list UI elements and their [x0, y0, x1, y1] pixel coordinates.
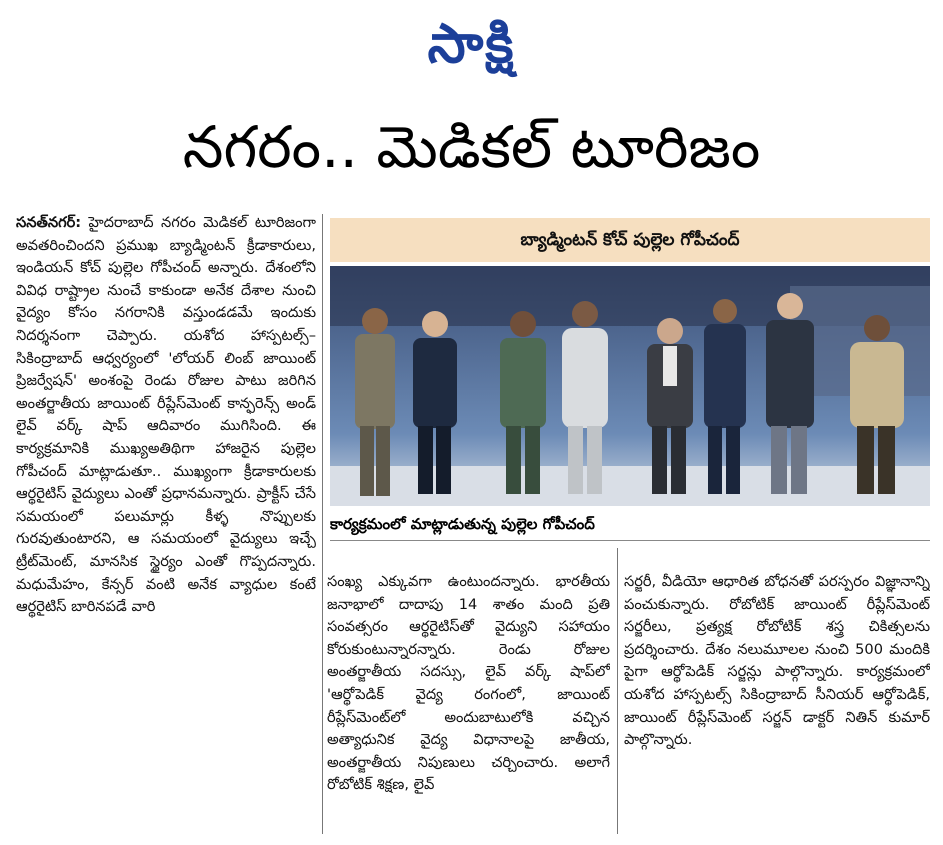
article-text-col1: హైదరాబాద్ నగరం మెడికల్ టూరిజంగా అవతరించిందని ప్రముఖ బ్యాడ్మింటన్ క్రీడాకారులు, ఇండియన్ కోచ్ పుల్లెల గోపీచంద్ అన్నారు. దేశంలోని వివిధ రాష్ట్రాల నుంచే కాకుండా అనేక దేశాల నుంచి వైద్యం కోసం నగరానికి వస్తుండడమే ఇందుకు నిదర్శనంగా చెప్పారు. యశోద హాస్పటల్స్–సికింద్రాబాద్ ఆధ్వర్యంలో 'లోయర్ లింబ్ జాయింట్ ప్రిజర్వేషన్' అంశంపై రెండు రోజుల పాటు జరిగిన అంతర్జాతీయ జాయింట్ రీప్లేస్‌మెంట్ కాన్ఫరెన్స్ అండ్ లైవ్ వర్క్ షాప్ ఆదివారం ముగిసింది. ఈ కార్యక్రమానికి ముఖ్యఅతిథిగా హాజరైన పుల్లెల గోపీచంద్ మాట్లాడుతూ.. ముఖ్యంగా క్రీడాకారులకు ఆర్థరైటిస్ వైద్యులు ఎంతో ప్రధానమన్నారు. ప్రాక్టీస్ చేసే సమయంలో పలుమార్లు కీళ్ళ నొప్పులకు గురవుతుంటారని, ఆ సమయంలో వైద్యులు ఇచ్చే ట్రీట్‌మెంట్, మానసిక స్థైర్యం ఎంతో గొప్పదన్నారు. మధుమేహం, కేన్సర్ వంటి అనేక వ్యాధుల కంటే ఆర్థరైటిస్ బారినపడే వారి	[16, 214, 316, 616]
headline: నగరం.. మెడికల్ టూరిజం	[182, 113, 761, 181]
event-photo	[330, 266, 930, 506]
subhead: బ్యాడ్మింటన్ కోచ్ పుల్లెల గోపీచంద్	[330, 218, 930, 262]
article-text-col3: సర్జరీ, వీడియో ఆధారిత బోధనతో పరస్పరం విజ్ఞానాన్ని పంచుకున్నారు. రోబోటిక్ జాయింట్ రీప్లేస్‌మెంట్ సర్జరీలు, ప్రత్యక్ష రోబోటిక్ శస్త్ర చికిత్సలను ప్రదర్శించారు. దేశం నలుమూలల నుంచి 500 మందికి పైగా ఆర్థోపెడిక్ సర్జన్లు పాల్గొన్నారు. కార్యక్రమంలో యశోద హాస్పటల్స్ సికింద్రాబాద్ సీనియర్ ఆర్థోపెడిక్, జాయింట్ రీప్లేస్‌మెంట్ సర్జన్ డాక్టర్ నితిన్ కుమార్ పాల్గొన్నారు.	[624, 573, 930, 749]
column-divider-2	[617, 548, 618, 834]
masthead	[0, 4, 943, 84]
dateline: సనత్‌నగర్:	[16, 214, 82, 231]
article-column-3	[624, 571, 930, 841]
event-photo-illustration	[330, 266, 930, 506]
article-column-1	[16, 212, 316, 842]
column-divider-1	[322, 214, 323, 834]
photo-caption: కార్యక్రమంలో మాట్లాడుతున్న పుల్లెల గోపీచంద్	[330, 508, 930, 541]
article-text-col2: సంఖ్య ఎక్కువగా ఉంటుందన్నారు. భారతీయ జనాభాలో దాదాపు 14 శాతం మంది ప్రతి సంవత్సరం ఆర్థరైటిస్‌తో వైద్యుని సహాయం కోరుకుంటున్నారన్నారు. రెండు రోజుల అంతర్జాతీయ సదస్సు, లైవ్ వర్క్ షాప్‌లో 'ఆర్థోపెడిక్ వైద్య రంగంలో, జాయింట్ రీప్లేస్‌మెంట్‌లో అందుబాటులోకి వచ్చిన అత్యాధునిక వైద్య విధానాలపై జాతీయ, అంతర్జాతీయ నిపుణులు చర్చించారు. అలాగే రోబోటిక్ శిక్షణ, లైవ్	[327, 573, 610, 794]
masthead-logo: సాక్షి	[427, 12, 516, 75]
article-column-2	[327, 571, 610, 841]
